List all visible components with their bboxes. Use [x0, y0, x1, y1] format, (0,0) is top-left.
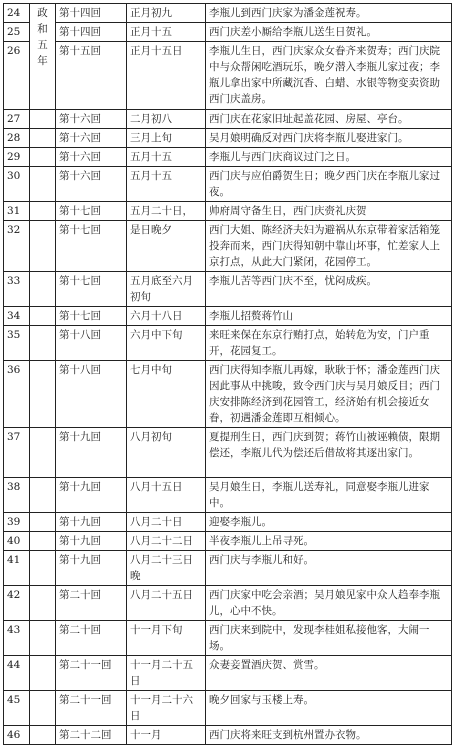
row-number: 30 [4, 167, 30, 202]
table-row [4, 551, 452, 586]
table-row [4, 513, 452, 532]
table-row [4, 621, 452, 656]
era-cell-empty [30, 129, 56, 148]
chapter-cell: 第十七回 [56, 221, 127, 272]
row-number: 31 [4, 202, 30, 221]
event-cell: 西门庆与李瓶儿和好。 [206, 551, 452, 586]
event-cell: 西门庆来到院中，发现李桂姐私接他客，大闹一场。 [206, 621, 452, 656]
chapter-cell: 第二十回 [56, 621, 127, 656]
table-row [4, 42, 452, 110]
chapter-cell: 第二十二回 [56, 726, 127, 745]
row-number: 41 [4, 551, 30, 586]
date-cell: 正月十五日 [127, 42, 206, 110]
era-cell-empty [30, 428, 56, 478]
era-cell-empty [30, 551, 56, 586]
date-cell: 八月二十五日 [127, 586, 206, 621]
era-cell-empty [30, 532, 56, 551]
chapter-cell: 第十六回 [56, 129, 127, 148]
date-cell: 十一月二十五日 [127, 656, 206, 691]
event-cell: 帅府周守备生日，西门庆赍礼庆贺 [206, 202, 452, 221]
event-cell: 西门庆差小厮给李瓶儿送生日贺礼。 [206, 23, 452, 42]
row-number: 27 [4, 110, 30, 129]
row-number: 38 [4, 478, 30, 513]
date-cell: 七月中旬 [127, 361, 206, 428]
event-cell: 半夜李瓶儿上吊寻死。 [206, 532, 452, 551]
row-number: 29 [4, 148, 30, 167]
event-cell: 晚夕回家与玉楼上寿。 [206, 691, 452, 726]
table-row [4, 361, 452, 428]
chapter-cell: 第十六回 [56, 167, 127, 202]
era-cell-empty [30, 326, 56, 361]
chapter-cell: 第十七回 [56, 272, 127, 307]
era-cell-empty [30, 148, 56, 167]
chapter-cell: 第十九回 [56, 478, 127, 513]
row-number: 44 [4, 656, 30, 691]
date-cell: 十一月下旬 [127, 621, 206, 656]
date-cell: 八月十五日 [127, 478, 206, 513]
row-number: 37 [4, 428, 30, 478]
era-label: 政和五年 [37, 7, 48, 67]
row-number: 43 [4, 621, 30, 656]
row-number: 34 [4, 307, 30, 326]
date-cell: 六月中下旬 [127, 326, 206, 361]
date-cell: 五月二十日， [127, 202, 206, 221]
era-cell-empty [30, 361, 56, 428]
chapter-cell: 第十五回 [56, 42, 127, 110]
date-cell: 十一月 [127, 726, 206, 745]
chapter-cell: 第二十一回 [56, 656, 127, 691]
row-number: 36 [4, 361, 30, 428]
table-row [4, 202, 452, 221]
event-cell: 李瓶儿招赘蒋竹山 [206, 307, 452, 326]
date-cell: 是日晚夕 [127, 221, 206, 272]
date-cell: 二月初八 [127, 110, 206, 129]
chapter-cell: 第十四回 [56, 23, 127, 42]
event-cell: 迎娶李瓶儿。 [206, 513, 452, 532]
era-cell-empty [30, 202, 56, 221]
chapter-cell: 第十九回 [56, 513, 127, 532]
date-cell: 八月二十二日 [127, 532, 206, 551]
chapter-cell: 第十四回 [56, 4, 127, 23]
event-cell: 吴月娘明确反对西门庆将李瓶儿娶进家门。 [206, 129, 452, 148]
row-number: 33 [4, 272, 30, 307]
table-row [4, 167, 452, 202]
event-cell: 西门大姐、陈经济夫妇为避祸从东京带着家活箱笼投奔而来，西门庆得知朝中靠山坏事，忙差家人上京打点，从此大门紧闭，花园停工。 [206, 221, 452, 272]
table-row [4, 656, 452, 691]
event-cell: 西门庆在花家旧址起盖花园、房屋、亭台。 [206, 110, 452, 129]
table-row [4, 4, 452, 23]
date-cell: 五月十五 [127, 167, 206, 202]
table-row [4, 272, 452, 307]
row-number: 45 [4, 691, 30, 726]
row-number: 24 [4, 4, 30, 23]
date-cell: 正月初九 [127, 4, 206, 23]
table-row [4, 691, 452, 726]
chapter-cell: 第十八回 [56, 326, 127, 361]
date-cell: 八月二十日 [127, 513, 206, 532]
era-cell-empty [30, 478, 56, 513]
date-cell: 六月十八日 [127, 307, 206, 326]
era-cell-empty [30, 167, 56, 202]
chapter-cell: 第十六回 [56, 148, 127, 167]
row-number: 26 [4, 42, 30, 110]
table-row [4, 110, 452, 129]
date-cell: 八月初旬 [127, 428, 206, 478]
chapter-cell: 第十七回 [56, 307, 127, 326]
table-row [4, 726, 452, 745]
event-cell: 西门庆将来旺支到杭州置办衣物。 [206, 726, 452, 745]
chapter-cell: 第十九回 [56, 532, 127, 551]
row-number: 46 [4, 726, 30, 745]
row-number: 39 [4, 513, 30, 532]
event-cell: 李瓶儿苦等西门庆不至，忧闷成疾。 [206, 272, 452, 307]
date-cell: 五月底至六月初旬 [127, 272, 206, 307]
era-cell-empty [30, 221, 56, 272]
era-cell-empty [30, 656, 56, 691]
chapter-cell: 第十七回 [56, 202, 127, 221]
table-row [4, 307, 452, 326]
event-cell: 西门庆与应伯爵贺生日；晚夕西门庆在李瓶儿家过夜。 [206, 167, 452, 202]
row-number: 25 [4, 23, 30, 42]
event-cell: 来旺来保在东京行贿打点，始转危为安，门户重开，花园复工。 [206, 326, 452, 361]
era-cell-empty [30, 307, 56, 326]
event-cell: 西门庆家中吃会亲酒；吴月娘见家中众人趋奉李瓶儿，心中不快。 [206, 586, 452, 621]
table-row [4, 428, 452, 478]
table-row [4, 221, 452, 272]
chapter-cell: 第十八回 [56, 361, 127, 428]
chapter-cell: 第二十一回 [56, 691, 127, 726]
row-number: 35 [4, 326, 30, 361]
chapter-cell: 第十九回 [56, 428, 127, 478]
era-cell-empty [30, 110, 56, 129]
chronology-table [3, 3, 452, 745]
event-cell: 夏提刑生日，西门庆到贺；蒋竹山被诬赖债，限期偿还，李瓶儿代为偿还后借故将其逐出家门。 [206, 428, 452, 478]
chapter-cell: 第二十回 [56, 586, 127, 621]
era-cell [30, 4, 56, 110]
table-row [4, 532, 452, 551]
date-cell: 十一月二十六日 [127, 691, 206, 726]
event-cell: 李瓶儿生日，西门庆家众女眷齐来贺寿；西门庆院中与众帮闲吃酒玩乐，晚夕潜入李瓶儿家过夜；李瓶儿拿出家中所藏沉香、白蜡、水银等物变卖资助西门庆盖房。 [206, 42, 452, 110]
table-row [4, 23, 452, 42]
date-cell: 五月十五 [127, 148, 206, 167]
row-number: 28 [4, 129, 30, 148]
table-row [4, 148, 452, 167]
table-row [4, 478, 452, 513]
table-row [4, 326, 452, 361]
date-cell: 三月上旬 [127, 129, 206, 148]
event-cell: 吴月娘生日，李瓶儿送寿礼，同意娶李瓶儿进家中。 [206, 478, 452, 513]
chapter-cell: 第十六回 [56, 110, 127, 129]
table-row [4, 586, 452, 621]
chapter-cell: 第十九回 [56, 551, 127, 586]
event-cell: 西门庆得知李瓶儿再嫁，耿耿于怀；潘金莲西门庆因此事从中挑唆，致令西门庆与吴月娘反目；西门庆安排陈经济到花园管工，经济始有机会接近女眷，初遇潘金莲即互相倾心。 [206, 361, 452, 428]
row-number: 32 [4, 221, 30, 272]
event-cell: 李瓶儿与西门庆商议过门之日。 [206, 148, 452, 167]
era-cell-empty [30, 621, 56, 656]
era-cell-empty [30, 513, 56, 532]
era-cell-empty [30, 691, 56, 726]
date-cell: 正月十五 [127, 23, 206, 42]
row-number: 40 [4, 532, 30, 551]
row-number: 42 [4, 586, 30, 621]
era-cell-empty [30, 586, 56, 621]
date-cell: 八月二十三日晚 [127, 551, 206, 586]
event-cell: 李瓶儿到西门庆家为潘金莲祝寿。 [206, 4, 452, 23]
era-cell-empty [30, 272, 56, 307]
table-row [4, 129, 452, 148]
event-cell: 众妻妾置酒庆贺、赏雪。 [206, 656, 452, 691]
chronology-table-body [4, 4, 452, 745]
era-cell-empty [30, 726, 56, 745]
